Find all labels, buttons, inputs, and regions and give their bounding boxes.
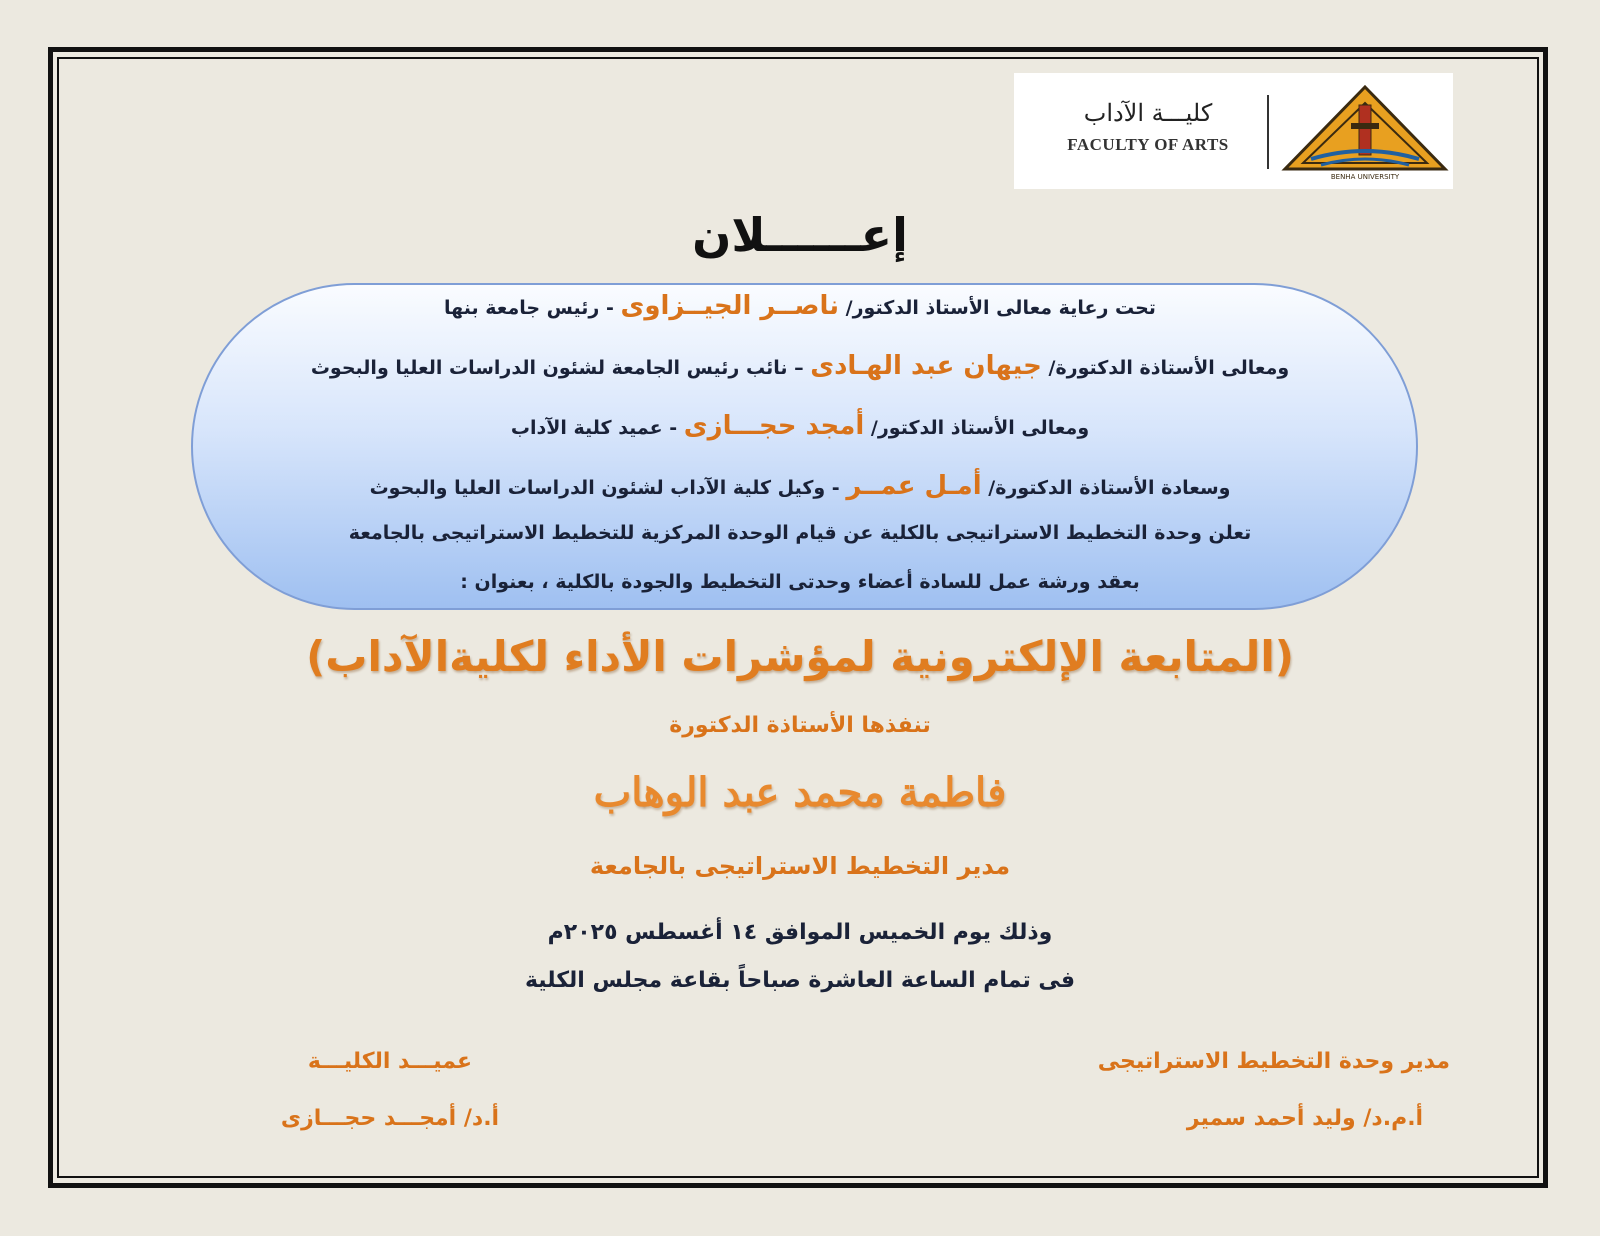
patronage-line-4-prefix: وسعادة الأستاذة الدكتورة/ — [988, 477, 1231, 499]
patronage-line-1-suffix: - رئيس جامعة بنها — [444, 297, 614, 319]
workshop-title: (المتابعة الإلكترونية لمؤشرات الأداء لكليةالآداب) — [306, 632, 1294, 681]
event-date: وذلك يوم الخميس الموافق ١٤ أغسطس ٢٠٢٥م — [547, 920, 1053, 945]
signature-left-name: أ.د/ أمجـــد حجـــازى — [280, 1106, 500, 1131]
signature-left-title: عميـــد الكليـــة — [307, 1049, 473, 1074]
benha-university-emblem-icon — [1281, 83, 1449, 181]
patronage-panel — [191, 283, 1418, 610]
presenter-position: مدير التخطيط الاستراتيجى بالجامعة — [589, 852, 1011, 880]
presenter-name: فاطمة محمد عبد الوهاب — [593, 769, 1007, 816]
patron-name-3: أمجد حجـــازى — [683, 411, 865, 441]
announcement-title: إعــــــلان — [692, 208, 908, 262]
patronage-line-1-prefix: تحت رعاية معالى الأستاذ الدكتور/ — [845, 297, 1156, 319]
patronage-line-2-prefix: ومعالى الأستاذة الدكتورة/ — [1048, 357, 1290, 379]
patronage-line-1 — [0, 291, 1600, 321]
logo-arabic-text: كليـــة الآداب — [1083, 99, 1213, 127]
event-time-location: فى تمام الساعة العاشرة صباحاً بقاعة مجلس الكلية — [524, 968, 1076, 993]
patronage-line-4 — [0, 471, 1600, 501]
logo-divider — [1267, 95, 1269, 169]
logo-english-text: FACULTY OF ARTS — [1067, 135, 1229, 154]
announcement-text-2: بعقد ورشة عمل للسادة أعضاء وحدتى التخطيط والجودة بالكلية ، بعنوان : — [460, 571, 1140, 593]
patronage-line-4-suffix: - وكيل كلية الآداب لشئون الدراسات العليا والبحوث — [369, 477, 840, 499]
signature-right-title: مدير وحدة التخطيط الاستراتيجى — [1097, 1049, 1450, 1074]
patronage-line-3 — [0, 411, 1600, 441]
announcement-text-1: تعلن وحدة التخطيط الاستراتيجى بالكلية عن قيام الوحدة المركزية للتخطيط الاستراتيجى بالجامعة — [348, 522, 1252, 544]
presented-by-label: تنفذها الأستاذة الدكتورة — [669, 713, 931, 738]
patron-name-2: جيهان عبد الهـادى — [810, 351, 1042, 381]
patronage-line-2-suffix: – نائب رئيس الجامعة لشئون الدراسات العليا والبحوث — [310, 357, 804, 379]
signature-right-name: أ.م.د/ وليد أحمد سمير — [1186, 1106, 1424, 1131]
patronage-line-3-suffix: - عميد كلية الآداب — [510, 417, 678, 439]
patron-name-4: أمـل عمــر — [846, 471, 982, 501]
patronage-line-2 — [0, 351, 1600, 381]
faculty-logo — [1014, 73, 1453, 189]
emblem-university-text: BENHA UNIVERSITY — [1330, 173, 1400, 181]
patron-name-1: ناصــر الجيــزاوى — [620, 291, 840, 321]
patronage-line-3-prefix: ومعالى الأستاذ الدكتور/ — [870, 417, 1090, 439]
